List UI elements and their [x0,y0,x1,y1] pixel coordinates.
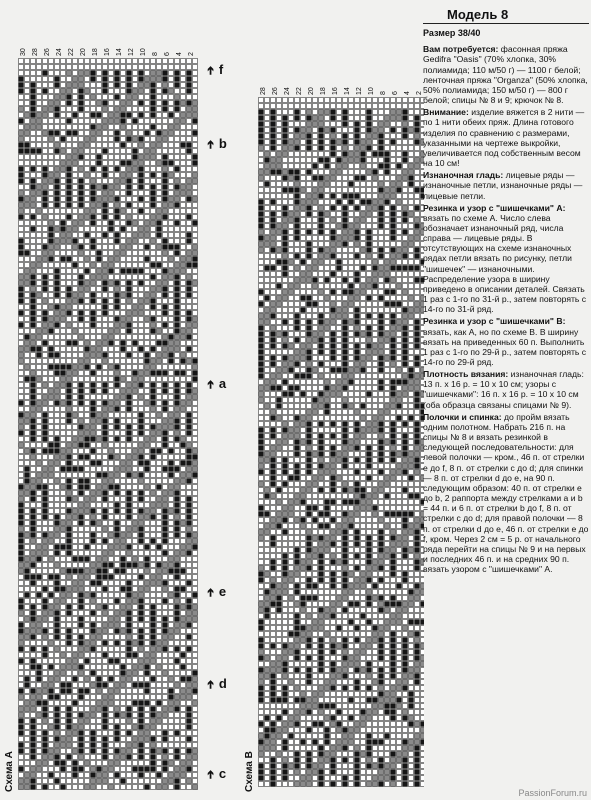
instruction-paragraph [423,203,589,315]
column-number: 8 [152,52,159,56]
instruction-heading: Резинка и узор с "шишечками" В: [423,316,566,327]
column-number: 30 [20,48,27,56]
column-number: 18 [320,87,327,95]
column-number: 26 [44,48,51,56]
column-number: 2 [416,91,423,95]
column-number: 18 [92,48,99,56]
arrow-up-icon: ➔ [205,769,218,780]
instruction-body: лицевые ряды — изнаночные петли, изнаночные ряды — лицевые петли. [423,170,583,201]
instruction-paragraph [423,316,589,367]
model-title: Модель 8 [423,4,589,24]
column-number: 14 [116,48,123,56]
column-number: 26 [272,87,279,95]
arrow-up-icon: ➔ [205,65,218,76]
instruction-body: до пройм вязать одним полотном. Набрать 216 п. на спицы № 8 и вязать резинкой в следующей последовательности: для левой полочки — кром., 46 п. от стрелки е до f, 8 п. от стрелки с до d; для спинки — 8 п. от стрелки d до е, на 90 п. следующим образом: 40 п. от стрелки е до b, 2 раппорта между стрелками а и b = 44 п. и 6 п. от стрелки b до f, 8 п. от стрелки с до d; для правой полочки — 8 п. от стрелки d до е, 46 п. от стрелки е до f, кром. Через 2 см = 5 р. от начального ряда перейти на спицы № 9 и на первых и последних 46 п. и на средних 90 п. вязать узором с "шишечками" А. [423,411,589,575]
arrow-up-icon: ➔ [205,379,218,390]
instructions-column [423,4,589,798]
marker-f: ➔ f [205,62,224,77]
chart-a-label: Схема А [4,751,15,792]
instruction-paragraph [423,107,589,168]
column-number: 24 [284,87,291,95]
arrow-up-icon: ➔ [205,587,218,598]
column-number: 10 [368,87,375,95]
column-number: 22 [296,87,303,95]
column-number: 10 [140,48,147,56]
column-number: 12 [128,48,135,56]
instruction-heading: Резинка и узор с "шишечками" А: [423,202,566,213]
column-number: 4 [176,52,183,56]
instruction-paragraph [423,412,589,575]
column-number: 6 [392,91,399,95]
instruction-body: фасонная пряжа Gedifra "Oasis" (70% хлопка, 30% полиамида; 110 м/50 г) — 1100 г белой; ленточная пряжа "Organza" (50% хлопка, 50% полиамида; 150 м/50 г) — 800 г белой; спицы № 8 и 9; крючок № 8. [423,44,588,106]
column-number: 24 [56,48,63,56]
column-number: 22 [68,48,75,56]
instruction-paragraph [423,44,589,105]
instruction-body: вязать, как А, но по схеме В. В ширину вязать на приведенных 60 п. Выполнить 1 раз с 1-го по 29-й р., затем повторять с 14-го по 29-й ряд. [423,326,587,367]
instruction-heading: Вам потребуется: [423,44,499,55]
chart-b-label: Схема В [244,751,255,792]
arrow-up-icon: ➔ [205,139,218,150]
arrow-up-icon: ➔ [205,679,218,690]
column-number: 20 [308,87,315,95]
instruction-blocks [423,44,589,574]
marker-c: ➔ c [205,766,227,781]
chart-a-grid [18,58,200,790]
chart-b [258,97,424,789]
marker-a: ➔ a [205,376,227,391]
column-number: 6 [164,52,171,56]
instruction-paragraph [423,369,589,410]
instruction-heading: Плотность вязания: [423,369,509,380]
column-number: 2 [188,52,195,56]
instruction-body: изделие вяжется в 2 нити — по 1 нити обеих пряж. Длина готового изделия по сравнению с размерами, указанными на чертеже выкройки, увеличивается под собственным весом на 10 см! [423,107,585,169]
watermark: PassionForum.ru [518,788,587,798]
column-number: 12 [356,87,363,95]
instruction-body: изнаночная гладь: 13 п. х 16 р. = 10 х 10 см; узоры с "шишечками": 16 п. х 16 р. = 10 х 10 см (оба образца связаны спицами № 9). [423,369,584,410]
instruction-body: вязать по схеме А. Число слева обозначает изнаночный ряд, числа справа — лицевые ряды. В отсутствующих на схеме изнаночных рядах петли вязать по рисунку, петли "шишечек" — изнаночными. Распределение узора в ширину приведено в описании деталей. Связать 1 раз с 1-го по 31-й р., затем повторять с 14-го по 31-й ряд. [423,212,587,315]
column-number: 8 [380,91,387,95]
marker-b: ➔ b [205,136,227,151]
column-number: 20 [80,48,87,56]
column-number: 14 [344,87,351,95]
marker-d: ➔ d [205,676,227,691]
instruction-paragraph [423,170,589,200]
instruction-heading: Внимание: [423,107,469,118]
instruction-heading: Изнаночная гладь: [423,170,504,181]
chart-b-grid [258,97,424,789]
chart-a [18,58,200,790]
instruction-heading: Полочки и спинка: [423,411,502,422]
column-number: 16 [332,87,339,95]
size-line: Размер 38/40 [423,28,481,39]
marker-e: ➔ e [205,584,227,599]
column-number: 16 [104,48,111,56]
column-number: 28 [260,87,267,95]
column-number: 28 [32,48,39,56]
column-number: 4 [404,91,411,95]
